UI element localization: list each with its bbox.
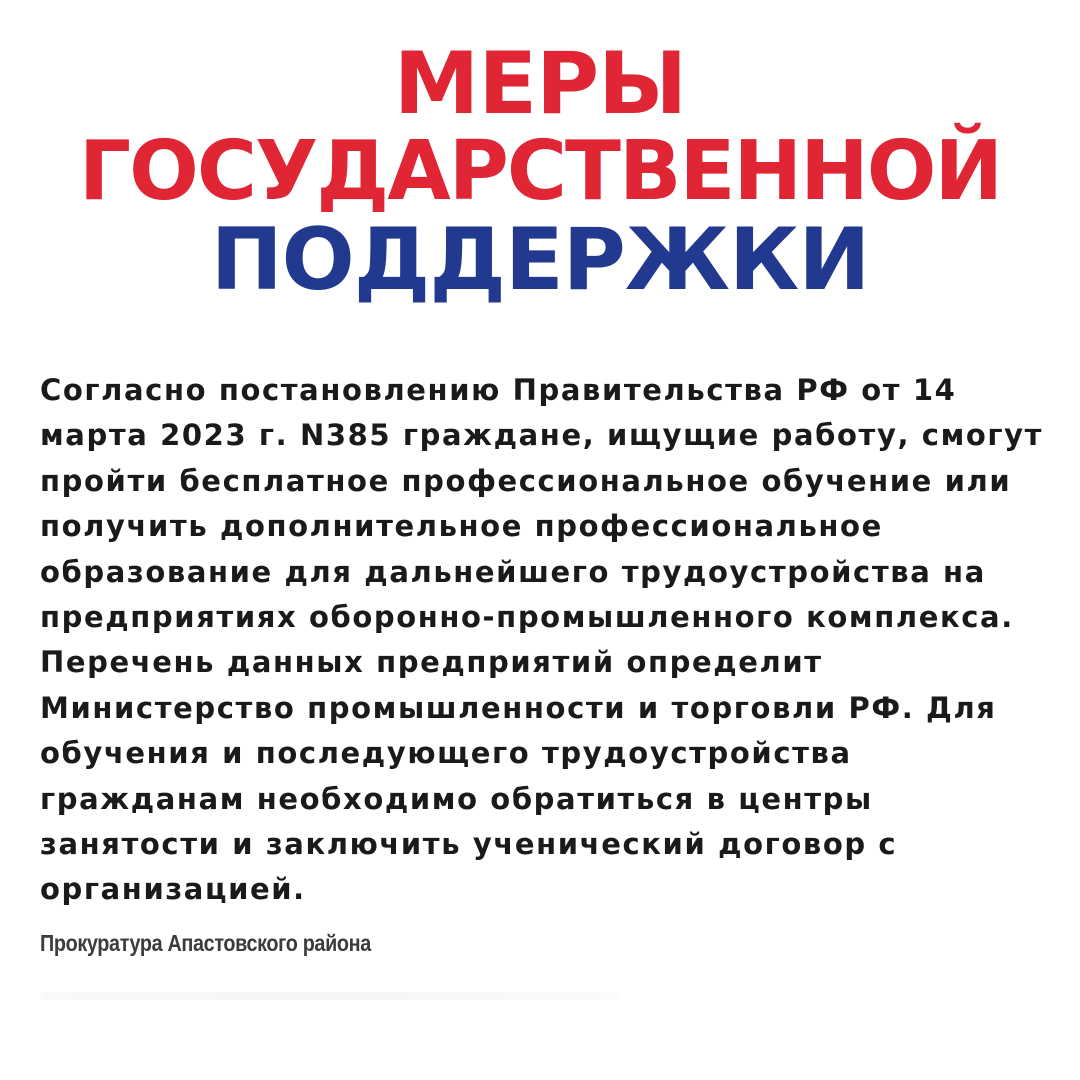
signature-prosecutor-office: Прокуратура Апастовского района bbox=[40, 930, 371, 956]
body-line: пройти бесплатное профессиональное обучение или bbox=[40, 463, 1012, 498]
body-line: гражданам необходимо обратиться в центры bbox=[40, 781, 873, 816]
body-paragraph bbox=[40, 368, 1045, 913]
body-line: Министерство промышленности и торговли РФ. Для bbox=[40, 690, 997, 725]
faded-text-remnant bbox=[40, 992, 620, 1000]
body-line: Согласно постановлению Правительства РФ от 14 bbox=[40, 373, 957, 407]
body-line: организацией. bbox=[40, 872, 306, 907]
body-line: Перечень данных предприятий определит bbox=[40, 645, 823, 680]
body-line: обучения и последующего трудоустройства bbox=[40, 736, 852, 771]
body-line: занятости и заключить ученический договор с bbox=[40, 827, 898, 862]
headline bbox=[0, 34, 1080, 310]
headline-line-2: ГОСУДАРСТВЕННОЙ bbox=[78, 124, 1002, 219]
body-line: образование для дальнейшего трудоустройства на bbox=[40, 554, 986, 589]
body-line: получить дополнительное профессиональное bbox=[40, 509, 883, 544]
headline-line-1: МЕРЫ bbox=[393, 34, 687, 134]
body-line: марта 2023 г. N385 граждане, ищущие работу, смогут bbox=[40, 418, 1044, 453]
body-line: предприятиях оборонно-промышленного комплекса. bbox=[40, 600, 1014, 635]
headline-line-3: ПОДДЕРЖКИ bbox=[210, 210, 870, 310]
